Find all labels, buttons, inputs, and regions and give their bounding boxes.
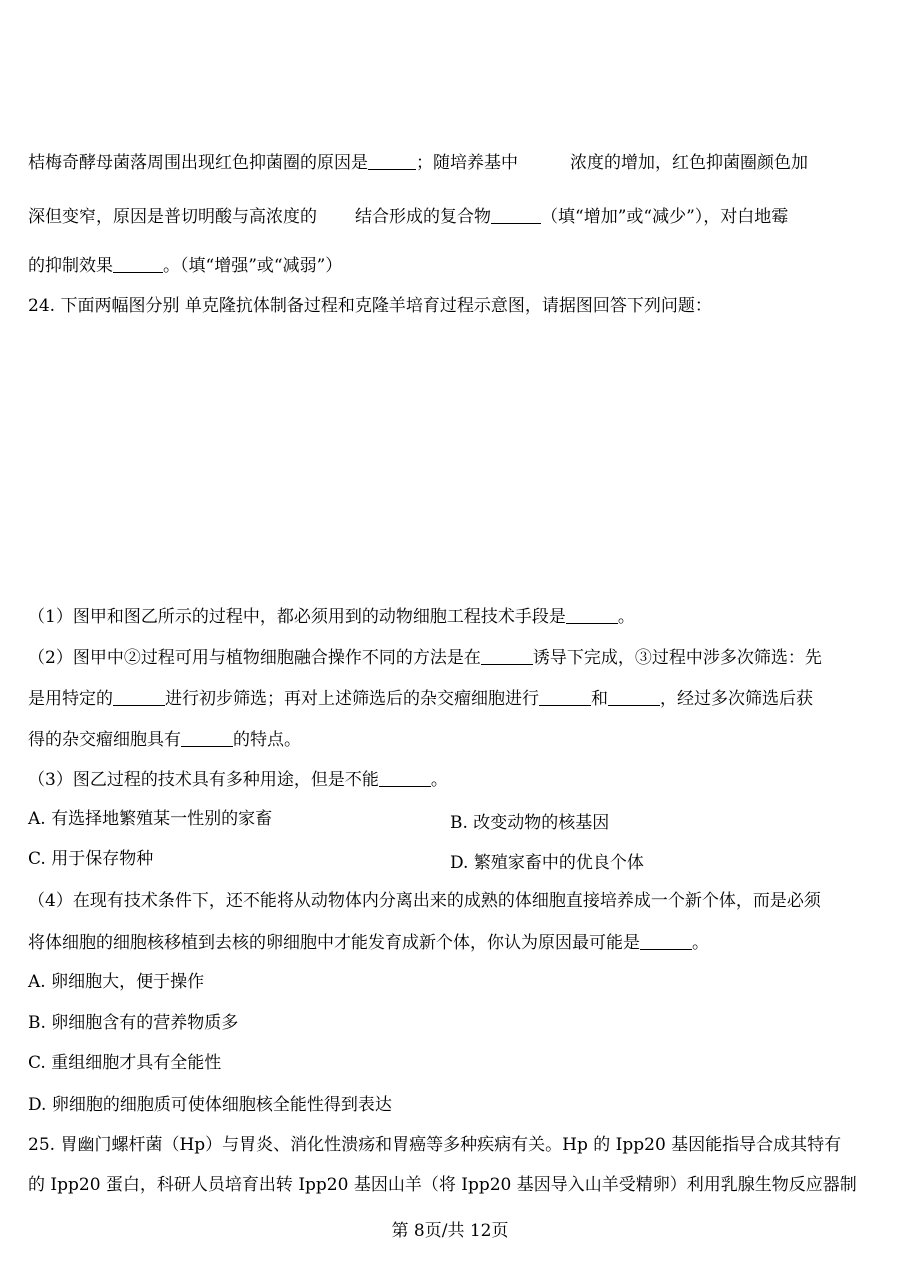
- answer-blank[interactable]: [608, 687, 660, 706]
- q24-sub4-line1: （4）在现有技术条件下，还不能将从动物体内分离出来的成熟的体细胞直接培养成一个新个体，而是必须: [28, 891, 821, 911]
- answer-blank[interactable]: [481, 646, 533, 665]
- q24-text: ，经过多次筛选后获: [660, 689, 813, 709]
- q24-text: 和: [591, 689, 608, 709]
- answer-blank[interactable]: [566, 605, 618, 624]
- q24-text: 。: [617, 607, 635, 627]
- q23-text: （填“增加”或“减少”），对白地霉: [541, 207, 789, 227]
- q23-text: 的抑制效果: [28, 256, 113, 276]
- q24-sub3: [28, 768, 448, 791]
- q24-text: 。: [430, 770, 448, 790]
- answer-blank[interactable]: [368, 151, 416, 170]
- answer-blank[interactable]: [113, 254, 163, 273]
- q23-text: 。（填“增强”或“减弱”）: [163, 256, 343, 276]
- answer-blank[interactable]: [491, 205, 541, 224]
- q25-line-2: 的 Ipp20 蛋白，科研人员培育出转 Ipp20 基因山羊（将 Ipp20 基因导入山羊受精卵）利用乳腺生物反应器制: [28, 1175, 857, 1195]
- q24-text: （1）图甲和图乙所示的过程中，都必须用到的动物细胞工程技术手段是: [28, 607, 566, 627]
- q24-sub3-option-c[interactable]: C. 用于保存物种: [28, 849, 154, 869]
- q24-sub3-option-a[interactable]: A. 有选择地繁殖某一性别的家畜: [28, 809, 273, 829]
- page-number: 第 8页/共 12页: [391, 1221, 509, 1241]
- q24-stem: 24. 下面两幅图分别 单克隆抗体制备过程和克隆羊培育过程示意图，请据图回答下列问题：: [28, 296, 712, 316]
- q24-sub4-option-a[interactable]: A. 卵细胞大，便于操作: [28, 972, 205, 992]
- q23-line-1: [28, 151, 808, 174]
- answer-blank[interactable]: [640, 931, 692, 950]
- q24-sub4-option-d[interactable]: D. 卵细胞的细胞质可使体细胞核全能性得到表达: [28, 1095, 392, 1115]
- q24-sub1: [28, 605, 635, 628]
- q23-line-3: [28, 254, 342, 277]
- q24-sub3-option-d[interactable]: D. 繁殖家畜中的优良个体: [450, 853, 644, 873]
- q24-sub4-option-b[interactable]: B. 卵细胞含有的营养物质多: [28, 1013, 239, 1033]
- q24-sub4-line2: [28, 931, 709, 954]
- answer-blank[interactable]: [379, 768, 431, 787]
- q23-text: 桔梅奇酵母菌落周围出现红色抑菌圈的原因是: [28, 153, 368, 173]
- q24-text: 进行初步筛选；再对上述筛选后的杂交瘤细胞进行: [165, 689, 539, 709]
- q23-line-2: [28, 205, 788, 228]
- q24-text: 的特点。: [233, 730, 301, 750]
- q24-text: （2）图甲中②过程可用与植物细胞融合操作不同的方法是在: [28, 648, 481, 668]
- answer-blank[interactable]: [539, 687, 591, 706]
- answer-blank[interactable]: [181, 728, 233, 747]
- q24-sub2-line1: [28, 646, 822, 669]
- q24-text: 是用特定的: [28, 689, 113, 709]
- q24-text: 诱导下完成，③过程中涉多次筛选：先: [532, 648, 822, 668]
- q24-sub2-line3: [28, 728, 301, 751]
- q24-text: 将体细胞的细胞核移植到去核的卵细胞中才能发育成新个体，你认为原因最可能是: [28, 933, 640, 953]
- q23-text: 深但变窄，原因是普切明酸与高浓度的: [28, 207, 317, 227]
- q24-sub4-option-c[interactable]: C. 重组细胞才具有全能性: [28, 1053, 222, 1073]
- q24-text: 。: [692, 933, 709, 953]
- q24-text: （3）图乙过程的技术具有多种用途，但是不能: [28, 770, 379, 790]
- q24-sub2-line2: [28, 687, 813, 710]
- q24-text: 得的杂交瘤细胞具有: [28, 730, 181, 750]
- q25-line-1: 25. 胃幽门螺杆菌（Hp）与胃炎、消化性溃疡和胃癌等多种疾病有关。Hp 的 Ipp20 基因能指导合成其特有: [28, 1135, 842, 1155]
- answer-blank[interactable]: [113, 687, 165, 706]
- q24-sub3-option-b[interactable]: B. 改变动物的核基因: [450, 813, 610, 833]
- q23-text: 浓度的增加，红色抑菌圈颜色加: [570, 153, 808, 173]
- q23-text: ；随培养基中: [416, 153, 518, 173]
- q23-text: 结合形成的复合物: [355, 207, 491, 227]
